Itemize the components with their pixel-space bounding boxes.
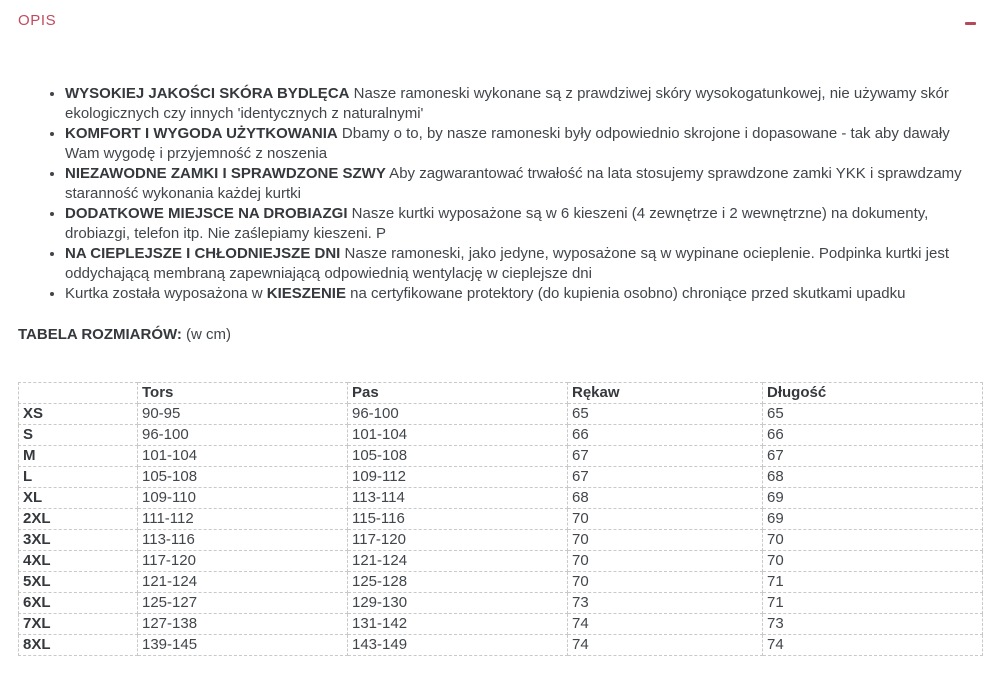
feature-item: • KOMFORT I WYGODA UŻYTKOWANIA Dbamy o to, by nasze ramoneski były odpowiednio skrojone i dopasowane - tak aby dawały Wam wygodę i przyjemność z noszenia bbox=[65, 124, 980, 164]
size-table-row bbox=[19, 404, 983, 425]
size-table-row bbox=[19, 530, 983, 551]
size-table-cell: 121-124 bbox=[348, 551, 568, 572]
size-table-cell: 143-149 bbox=[348, 635, 568, 656]
size-table-cell: S bbox=[19, 425, 138, 446]
size-table-cell: 73 bbox=[763, 614, 983, 635]
size-table-cell: 8XL bbox=[19, 635, 138, 656]
size-table-cell: 69 bbox=[763, 509, 983, 530]
size-table-cell: 131-142 bbox=[348, 614, 568, 635]
size-table-cell: 65 bbox=[763, 404, 983, 425]
feature-item-bold: DODATKOWE MIEJSCE NA DROBIAZGI bbox=[65, 205, 348, 222]
size-table-cell: 7XL bbox=[19, 614, 138, 635]
size-table-cell: 70 bbox=[568, 509, 763, 530]
size-table-cell: 67 bbox=[568, 467, 763, 488]
size-table-cell: 5XL bbox=[19, 572, 138, 593]
size-table-cell: 125-127 bbox=[138, 593, 348, 614]
size-table-cell: 96-100 bbox=[138, 425, 348, 446]
size-table-row bbox=[19, 425, 983, 446]
size-table-cell: 74 bbox=[763, 635, 983, 656]
size-table-cell: 67 bbox=[568, 446, 763, 467]
size-table-cell: 111-112 bbox=[138, 509, 348, 530]
feature-item: • WYSOKIEJ JAKOŚCI SKÓRA BYDLĘCA Nasze ramoneski wykonane są z prawdziwej skóry wysokogatunkowej, nie używamy skór ekologicznych czy innych 'identycznych z naturalnymi' bbox=[65, 84, 980, 124]
size-table-column-header: Tors bbox=[138, 383, 348, 404]
size-table-cell: 68 bbox=[763, 467, 983, 488]
size-table-cell: 71 bbox=[763, 572, 983, 593]
minus-icon bbox=[965, 22, 976, 25]
size-table-cell: 66 bbox=[568, 425, 763, 446]
size-table-cell: 68 bbox=[568, 488, 763, 509]
size-table-cell: 70 bbox=[568, 551, 763, 572]
size-table-cell: 70 bbox=[763, 530, 983, 551]
size-table-column-header: Długość bbox=[763, 383, 983, 404]
size-table-cell: 109-112 bbox=[348, 467, 568, 488]
section-title: OPIS bbox=[18, 12, 57, 29]
feature-item: • DODATKOWE MIEJSCE NA DROBIAZGI Nasze kurtki wyposażone są w 6 kieszeni (4 zewnętrze i 2 wewnętrzne) na dokumenty, drobiazgi, telefon itp. Nie zaślepiamy kieszeni. P bbox=[65, 204, 980, 244]
size-table-column-header: Rękaw bbox=[568, 383, 763, 404]
size-table-cell: XL bbox=[19, 488, 138, 509]
size-table-row bbox=[19, 446, 983, 467]
size-table-cell: 3XL bbox=[19, 530, 138, 551]
size-table-cell: 71 bbox=[763, 593, 983, 614]
size-table bbox=[18, 382, 983, 656]
size-table-row bbox=[19, 593, 983, 614]
size-table-cell: 66 bbox=[763, 425, 983, 446]
feature-item-bold: WYSOKIEJ JAKOŚCI SKÓRA BYDLĘCA bbox=[65, 85, 350, 102]
size-table-heading-suffix: (w cm) bbox=[181, 326, 232, 343]
size-table-cell: 6XL bbox=[19, 593, 138, 614]
feature-item-bold: KIESZENIE bbox=[266, 285, 346, 302]
size-table-row bbox=[19, 551, 983, 572]
size-table-cell: 101-104 bbox=[138, 446, 348, 467]
size-table-cell: L bbox=[19, 467, 138, 488]
size-table-row bbox=[19, 467, 983, 488]
feature-item: • Kurtka została wyposażona w KIESZENIE na certyfikowane protektory (do kupienia osobno) chroniące przed skutkami upadku bbox=[65, 284, 980, 304]
size-table-cell: 101-104 bbox=[348, 425, 568, 446]
size-table-row bbox=[19, 488, 983, 509]
size-table-row bbox=[19, 572, 983, 593]
size-table-cell: 74 bbox=[568, 635, 763, 656]
feature-item-bold: NIEZAWODNE ZAMKI I SPRAWDZONE SZWY bbox=[65, 165, 386, 182]
size-table-cell: 4XL bbox=[19, 551, 138, 572]
size-table-cell: 117-120 bbox=[348, 530, 568, 551]
size-table-cell: 90-95 bbox=[138, 404, 348, 425]
size-table-cell: 113-114 bbox=[348, 488, 568, 509]
size-table-cell: 105-108 bbox=[348, 446, 568, 467]
size-table-cell: 125-128 bbox=[348, 572, 568, 593]
size-table-cell: 70 bbox=[568, 572, 763, 593]
size-table-heading-bold: TABELA ROZMIARÓW: bbox=[18, 326, 182, 343]
size-table-header-row bbox=[19, 383, 983, 404]
size-table-cell: 109-110 bbox=[138, 488, 348, 509]
size-table-cell: 69 bbox=[763, 488, 983, 509]
size-table-cell: 96-100 bbox=[348, 404, 568, 425]
size-table-row bbox=[19, 614, 983, 635]
size-table-cell: 129-130 bbox=[348, 593, 568, 614]
size-table-row bbox=[19, 635, 983, 656]
size-table-cell: 121-124 bbox=[138, 572, 348, 593]
size-table-cell: M bbox=[19, 446, 138, 467]
size-table-cell: 70 bbox=[763, 551, 983, 572]
size-table-cell: XS bbox=[19, 404, 138, 425]
size-table-body bbox=[19, 404, 983, 656]
size-table-cell: 113-116 bbox=[138, 530, 348, 551]
size-table-cell: 67 bbox=[763, 446, 983, 467]
size-table-column-header: Pas bbox=[348, 383, 568, 404]
feature-item-bold: NA CIEPLEJSZE I CHŁODNIEJSZE DNI bbox=[65, 245, 341, 262]
size-table-cell: 2XL bbox=[19, 509, 138, 530]
feature-item-bold: KOMFORT I WYGODA UŻYTKOWANIA bbox=[65, 125, 338, 142]
size-table-cell: 139-145 bbox=[138, 635, 348, 656]
feature-item: • NIEZAWODNE ZAMKI I SPRAWDZONE SZWY Aby zagwarantować trwałość na lata stosujemy sprawdzone zamki YKK i sprawdzamy staranność wykonania każdej kurtki bbox=[65, 164, 980, 204]
size-table-cell: 115-116 bbox=[348, 509, 568, 530]
size-table-row bbox=[19, 509, 983, 530]
size-table-column-header bbox=[19, 383, 138, 404]
size-table-cell: 117-120 bbox=[138, 551, 348, 572]
feature-list bbox=[18, 84, 982, 304]
size-table-cell: 127-138 bbox=[138, 614, 348, 635]
size-table-cell: 70 bbox=[568, 530, 763, 551]
size-table-cell: 65 bbox=[568, 404, 763, 425]
size-table-head bbox=[19, 383, 983, 404]
feature-item: • NA CIEPLEJSZE I CHŁODNIEJSZE DNI Nasze ramoneski, jako jedyne, wyposażone są w wypinane ocieplenie. Podpinka kurtki jest oddychającą membraną zapewniającą odpowiednią wentylację w cieplejsze dni bbox=[65, 244, 980, 284]
size-table-heading bbox=[18, 325, 982, 345]
size-table-cell: 73 bbox=[568, 593, 763, 614]
collapse-section-button[interactable] bbox=[959, 12, 982, 35]
size-table-cell: 105-108 bbox=[138, 467, 348, 488]
section-header bbox=[18, 12, 982, 42]
size-table-cell: 74 bbox=[568, 614, 763, 635]
